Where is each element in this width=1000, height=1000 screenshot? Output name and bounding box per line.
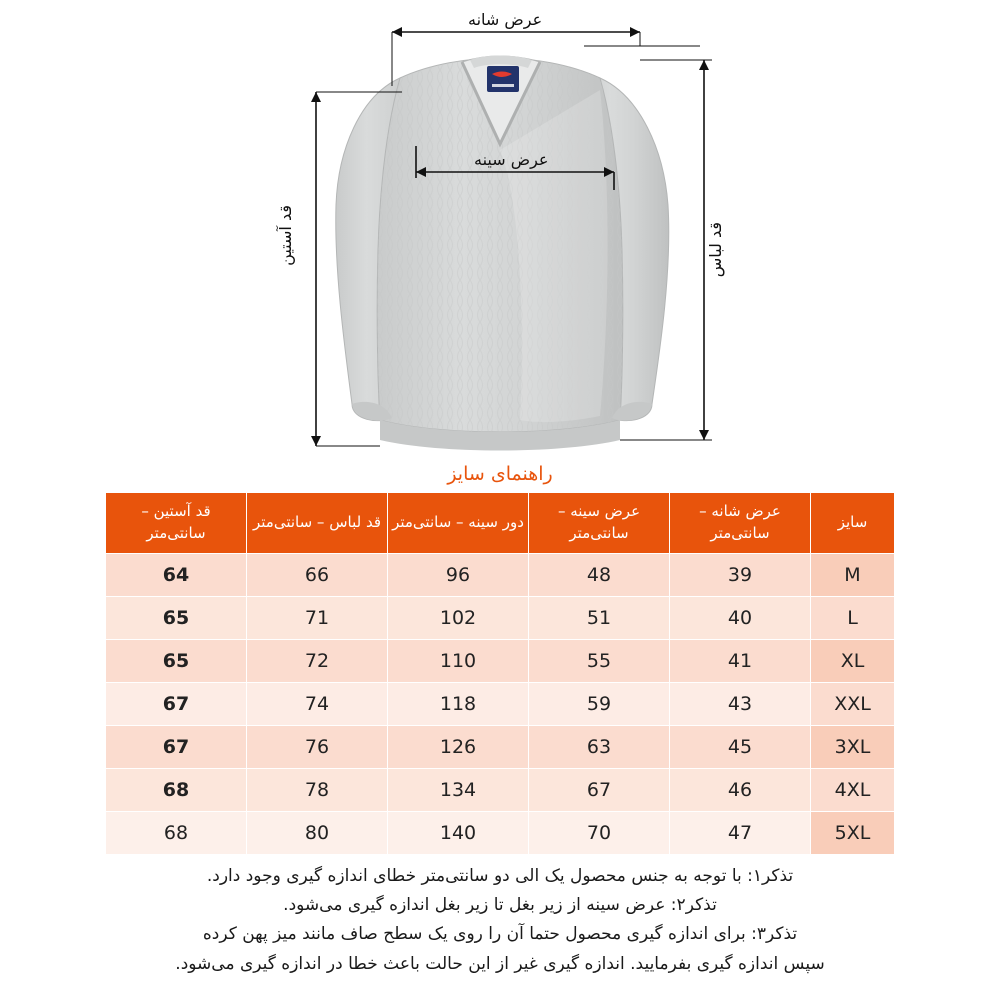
cell-sleeve: 64 [106, 553, 247, 596]
cell-chest-width: 67 [529, 768, 670, 811]
size-table [105, 492, 895, 855]
note-2: تذکر۲: عرض سینه از زیر بغل تا زیر بغل اندازه گیری می‌شود. [283, 895, 717, 916]
cell-size: XL [811, 639, 895, 682]
cell-size: 4XL [811, 768, 895, 811]
cell-sleeve: 67 [106, 725, 247, 768]
header-chest-circumference: دور سینه – سانتی‌متر [388, 493, 529, 554]
table-row [106, 596, 895, 639]
garment-illustration [0, 0, 1000, 455]
cell-chest-circ: 134 [388, 768, 529, 811]
table-header-row [106, 493, 895, 554]
header-garment-length: قد لباس – سانتی‌متر [247, 493, 388, 554]
cell-chest-width: 51 [529, 596, 670, 639]
cell-chest-circ: 96 [388, 553, 529, 596]
table-row [106, 725, 895, 768]
cell-shoulder: 47 [670, 811, 811, 854]
size-table-wrapper [105, 492, 895, 855]
note-1: تذکر۱: با توجه به جنس محصول یک الی دو سانتی‌متر خطای اندازه گیری وجود دارد. [206, 866, 794, 886]
cell-sleeve: 65 [106, 639, 247, 682]
table-row [106, 682, 895, 725]
cell-chest-width: 63 [529, 725, 670, 768]
header-sleeve-length: قد آستین – سانتی‌متر [106, 493, 247, 554]
label-shoulder-width: عرض شانه [468, 10, 543, 29]
notes-section [0, 862, 1000, 979]
cell-length: 74 [247, 682, 388, 725]
cell-chest-circ: 118 [388, 682, 529, 725]
cell-shoulder: 40 [670, 596, 811, 639]
cell-size: M [811, 553, 895, 596]
label-garment-length: قد لباس [706, 222, 725, 278]
cell-length: 80 [247, 811, 388, 854]
cell-sleeve: 67 [106, 682, 247, 725]
size-guide-title-bar [0, 455, 1000, 493]
cell-chest-circ: 126 [388, 725, 529, 768]
note-3: تذکر۳: برای اندازه گیری محصول حتما آن را روی یک سطح صاف مانند میز پهن کرده [202, 924, 798, 945]
cell-chest-width: 48 [529, 553, 670, 596]
cell-chest-width: 70 [529, 811, 670, 854]
table-row [106, 768, 895, 811]
cell-size: XXL [811, 682, 895, 725]
cell-shoulder: 41 [670, 639, 811, 682]
note-3-continued: سپس اندازه گیری بفرمایید. اندازه گیری غیر از این حالت باعث خطا در اندازه گیری می‌شود. [175, 953, 825, 974]
cell-length: 76 [247, 725, 388, 768]
label-sleeve-length: قد آستین [276, 205, 295, 266]
page-title: راهنمای سایز [447, 463, 553, 485]
cell-size: 5XL [811, 811, 895, 854]
cell-chest-width: 59 [529, 682, 670, 725]
cell-length: 78 [247, 768, 388, 811]
cell-chest-width: 55 [529, 639, 670, 682]
cell-sleeve: 68 [106, 768, 247, 811]
cell-sleeve: 65 [106, 596, 247, 639]
cell-chest-circ: 110 [388, 639, 529, 682]
header-chest-width: عرض سینه – سانتی‌متر [529, 493, 670, 554]
cell-length: 72 [247, 639, 388, 682]
cell-chest-circ: 140 [388, 811, 529, 854]
table-row [106, 811, 895, 854]
cell-shoulder: 39 [670, 553, 811, 596]
cell-length: 66 [247, 553, 388, 596]
header-size: سایز [811, 493, 895, 554]
label-chest-width: عرض سینه [474, 150, 549, 169]
table-row [106, 639, 895, 682]
cell-shoulder: 43 [670, 682, 811, 725]
cell-size: 3XL [811, 725, 895, 768]
table-row [106, 553, 895, 596]
cell-shoulder: 46 [670, 768, 811, 811]
cell-sleeve: 68 [106, 811, 247, 854]
cell-size: L [811, 596, 895, 639]
sweater-shape [336, 56, 669, 451]
cell-shoulder: 45 [670, 725, 811, 768]
cell-length: 71 [247, 596, 388, 639]
cell-chest-circ: 102 [388, 596, 529, 639]
header-shoulder-width: عرض شانه – سانتی‌متر [670, 493, 811, 554]
